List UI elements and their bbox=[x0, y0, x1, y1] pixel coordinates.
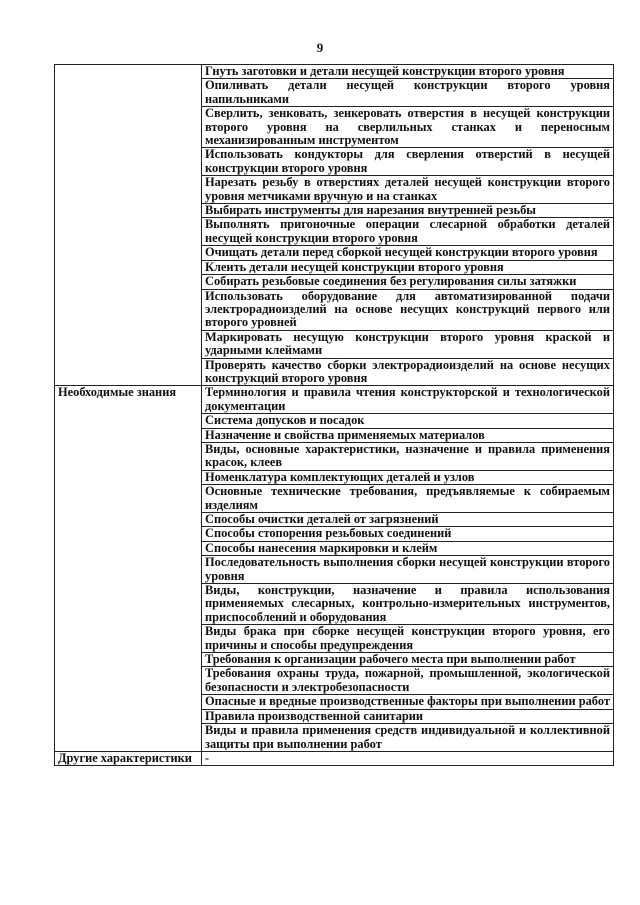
requirement-item: - bbox=[202, 751, 614, 765]
requirements-table bbox=[54, 64, 614, 766]
requirement-item: Правила производственной санитарии bbox=[202, 709, 614, 723]
requirement-item: Маркировать несущую конструкции второго уровня краской и ударными клеймами bbox=[202, 330, 614, 358]
requirement-item: Основные технические требования, предъявляемые к собираемым изделиям bbox=[202, 485, 614, 513]
requirement-item: Требования охраны труда, пожарной, промышленной, экологической безопасности и электробезопасности bbox=[202, 667, 614, 695]
requirement-item: Сверлить, зенковать, зенкеровать отверстия в несущей конструкции второго уровня на сверлильных станках и переносным механизированным инструментом bbox=[202, 107, 614, 148]
requirement-item: Виды, основные характеристики, назначение и правила применения красок, клеев bbox=[202, 442, 614, 470]
requirement-item: Выбирать инструменты для нарезания внутренней резьбы bbox=[202, 204, 614, 218]
requirement-item: Виды, конструкции, назначение и правила использования применяемых слесарных, контрольно-измерительных инструментов, приспособлений и оборудования bbox=[202, 584, 614, 625]
table-row bbox=[55, 751, 614, 765]
requirement-item: Проверять качество сборки электрорадиоизделий на основе несущих конструкций второго уровня bbox=[202, 358, 614, 386]
section-label bbox=[55, 65, 202, 386]
requirement-item: Способы стопорения резьбовых соединений bbox=[202, 527, 614, 541]
requirement-item: Собирать резьбовые соединения без регулирования силы затяжки bbox=[202, 275, 614, 289]
requirement-item: Назначение и свойства применяемых материалов bbox=[202, 428, 614, 442]
requirement-item: Гнуть заготовки и детали несущей конструкции второго уровня bbox=[202, 65, 614, 79]
table-row bbox=[55, 65, 614, 79]
requirement-item: Способы очистки деталей от загрязнений bbox=[202, 513, 614, 527]
page-number: 9 bbox=[316, 40, 324, 55]
requirement-item: Выполнять пригоночные операции слесарной обработки деталей несущей конструкции второго уровня bbox=[202, 218, 614, 246]
requirement-item: Опасные и вредные производственные факторы при выполнении работ bbox=[202, 695, 614, 709]
requirement-item: Использовать оборудование для автоматизированной подачи электрорадиоизделий на основе несущих конструкций первого или второго уровней bbox=[202, 289, 614, 330]
section-label: Необходимые знания bbox=[55, 386, 202, 752]
requirement-item: Очищать детали перед сборкой несущей конструкции второго уровня bbox=[202, 246, 614, 260]
table-row bbox=[55, 386, 614, 414]
requirement-item: Номенклатура комплектующих деталей и узлов bbox=[202, 470, 614, 484]
requirement-item: Использовать кондукторы для сверления отверстий в несущей конструкции второго уровня bbox=[202, 148, 614, 176]
requirement-item: Способы нанесения маркировки и клейм bbox=[202, 541, 614, 555]
requirement-item: Требования к организации рабочего места при выполнении работ bbox=[202, 653, 614, 667]
requirement-item: Терминология и правила чтения конструкторской и технологической документации bbox=[202, 386, 614, 414]
requirement-item: Система допусков и посадок bbox=[202, 414, 614, 428]
requirement-item: Клеить детали несущей конструкции второго уровня bbox=[202, 260, 614, 274]
requirement-item: Виды и правила применения средств индивидуальной и коллективной защиты при выполнении работ bbox=[202, 724, 614, 752]
requirement-item: Нарезать резьбу в отверстиях деталей несущей конструкции второго уровня метчиками вручную и на станках bbox=[202, 176, 614, 204]
requirement-item: Опиливать детали несущей конструкции второго уровня напильниками bbox=[202, 79, 614, 107]
requirement-item: Последовательность выполнения сборки несущей конструкции второго уровня bbox=[202, 556, 614, 584]
requirement-item: Виды брака при сборке несущей конструкции второго уровня, его причины и способы предупреждения bbox=[202, 625, 614, 653]
section-label: Другие характеристики bbox=[55, 751, 202, 765]
